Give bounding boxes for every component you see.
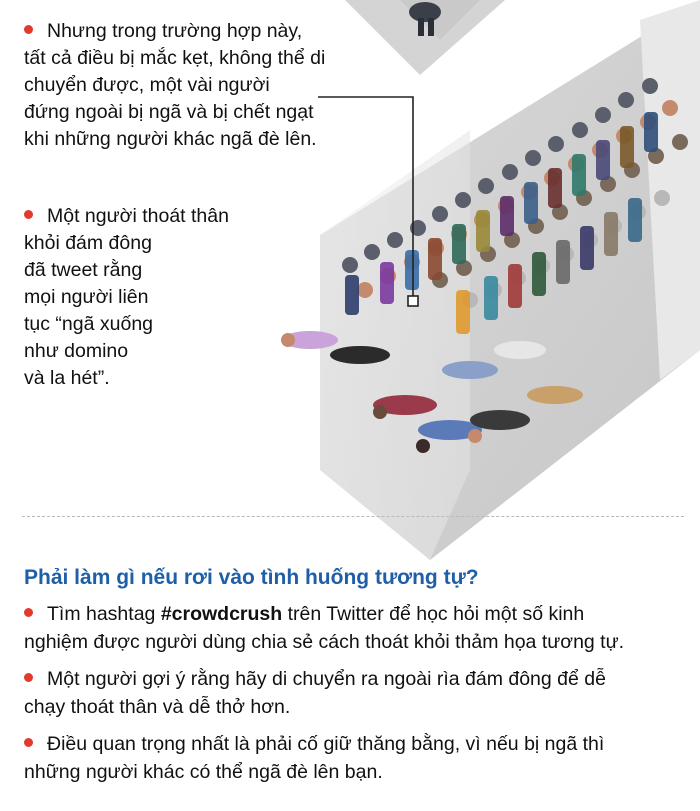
- intro-bullet-2-line-3: đã tweet rằng: [24, 259, 143, 281]
- intro-bullet-2: [24, 203, 229, 392]
- tip-2-line-2: chạy thoát thân và dễ thở hơn.: [24, 696, 291, 718]
- bullet-dot-icon: [24, 608, 33, 617]
- intro-bullet-1-line-1: Nhưng trong trường hợp này,: [47, 20, 303, 42]
- tip-1-hashtag: #crowdcrush: [160, 603, 283, 625]
- upper-corridor: [345, 0, 505, 75]
- tip-2-line-1: Một người gợi ý rằng hãy di chuyển ra ngoài rìa đám đông để dễ: [47, 668, 606, 690]
- intro-bullet-1-line-5: khi những người khác ngã đè lên.: [24, 128, 317, 150]
- intro-bullet-2-line-6: như domino: [24, 340, 129, 362]
- bullet-dot-icon: [24, 673, 33, 682]
- tip-2: [24, 665, 684, 721]
- intro-bullet-2-line-7: và la hét”.: [24, 367, 110, 389]
- intro-bullet-2-line-1: Một người thoát thân: [47, 205, 229, 227]
- tip-3: [24, 730, 684, 786]
- intro-bullet-2-line-4: mọi người liên: [24, 286, 149, 308]
- tip-3-line-1: Điều quan trọng nhất là phải cố giữ thăng bằng, vì nếu bị ngã thì: [47, 733, 605, 755]
- bullet-dot-icon: [24, 210, 33, 219]
- intro-bullet-2-line-5: tục “ngã xuống: [24, 313, 154, 335]
- tip-1: [24, 600, 684, 656]
- tip-3-line-2: những người khác có thể ngã đè lên bạn.: [24, 761, 383, 783]
- tip-1-before: Tìm hashtag: [47, 603, 161, 625]
- intro-bullet-2-line-2: khỏi đám đông: [24, 232, 152, 254]
- tip-1-line-2: nghiệm được người dùng chia sẻ cách thoát khỏi thảm họa tương tự.: [24, 631, 625, 653]
- bullet-dot-icon: [24, 25, 33, 34]
- intro-bullet-1-line-3: chuyển được, một vài người: [24, 74, 270, 96]
- tip-1-after: trên Twitter để học hỏi một số kinh: [282, 603, 585, 625]
- intro-bullet-1-line-2: tất cả điều bị mắc kẹt, không thể di: [24, 47, 326, 69]
- section-title: Phải làm gì nếu rơi vào tình huống tương tự?: [24, 566, 479, 589]
- intro-bullet-1: [24, 18, 325, 153]
- intro-bullet-1-line-4: đứng ngoài bị ngã và bị chết ngạt: [24, 101, 314, 123]
- bullet-dot-icon: [24, 738, 33, 747]
- section-divider: [22, 516, 684, 517]
